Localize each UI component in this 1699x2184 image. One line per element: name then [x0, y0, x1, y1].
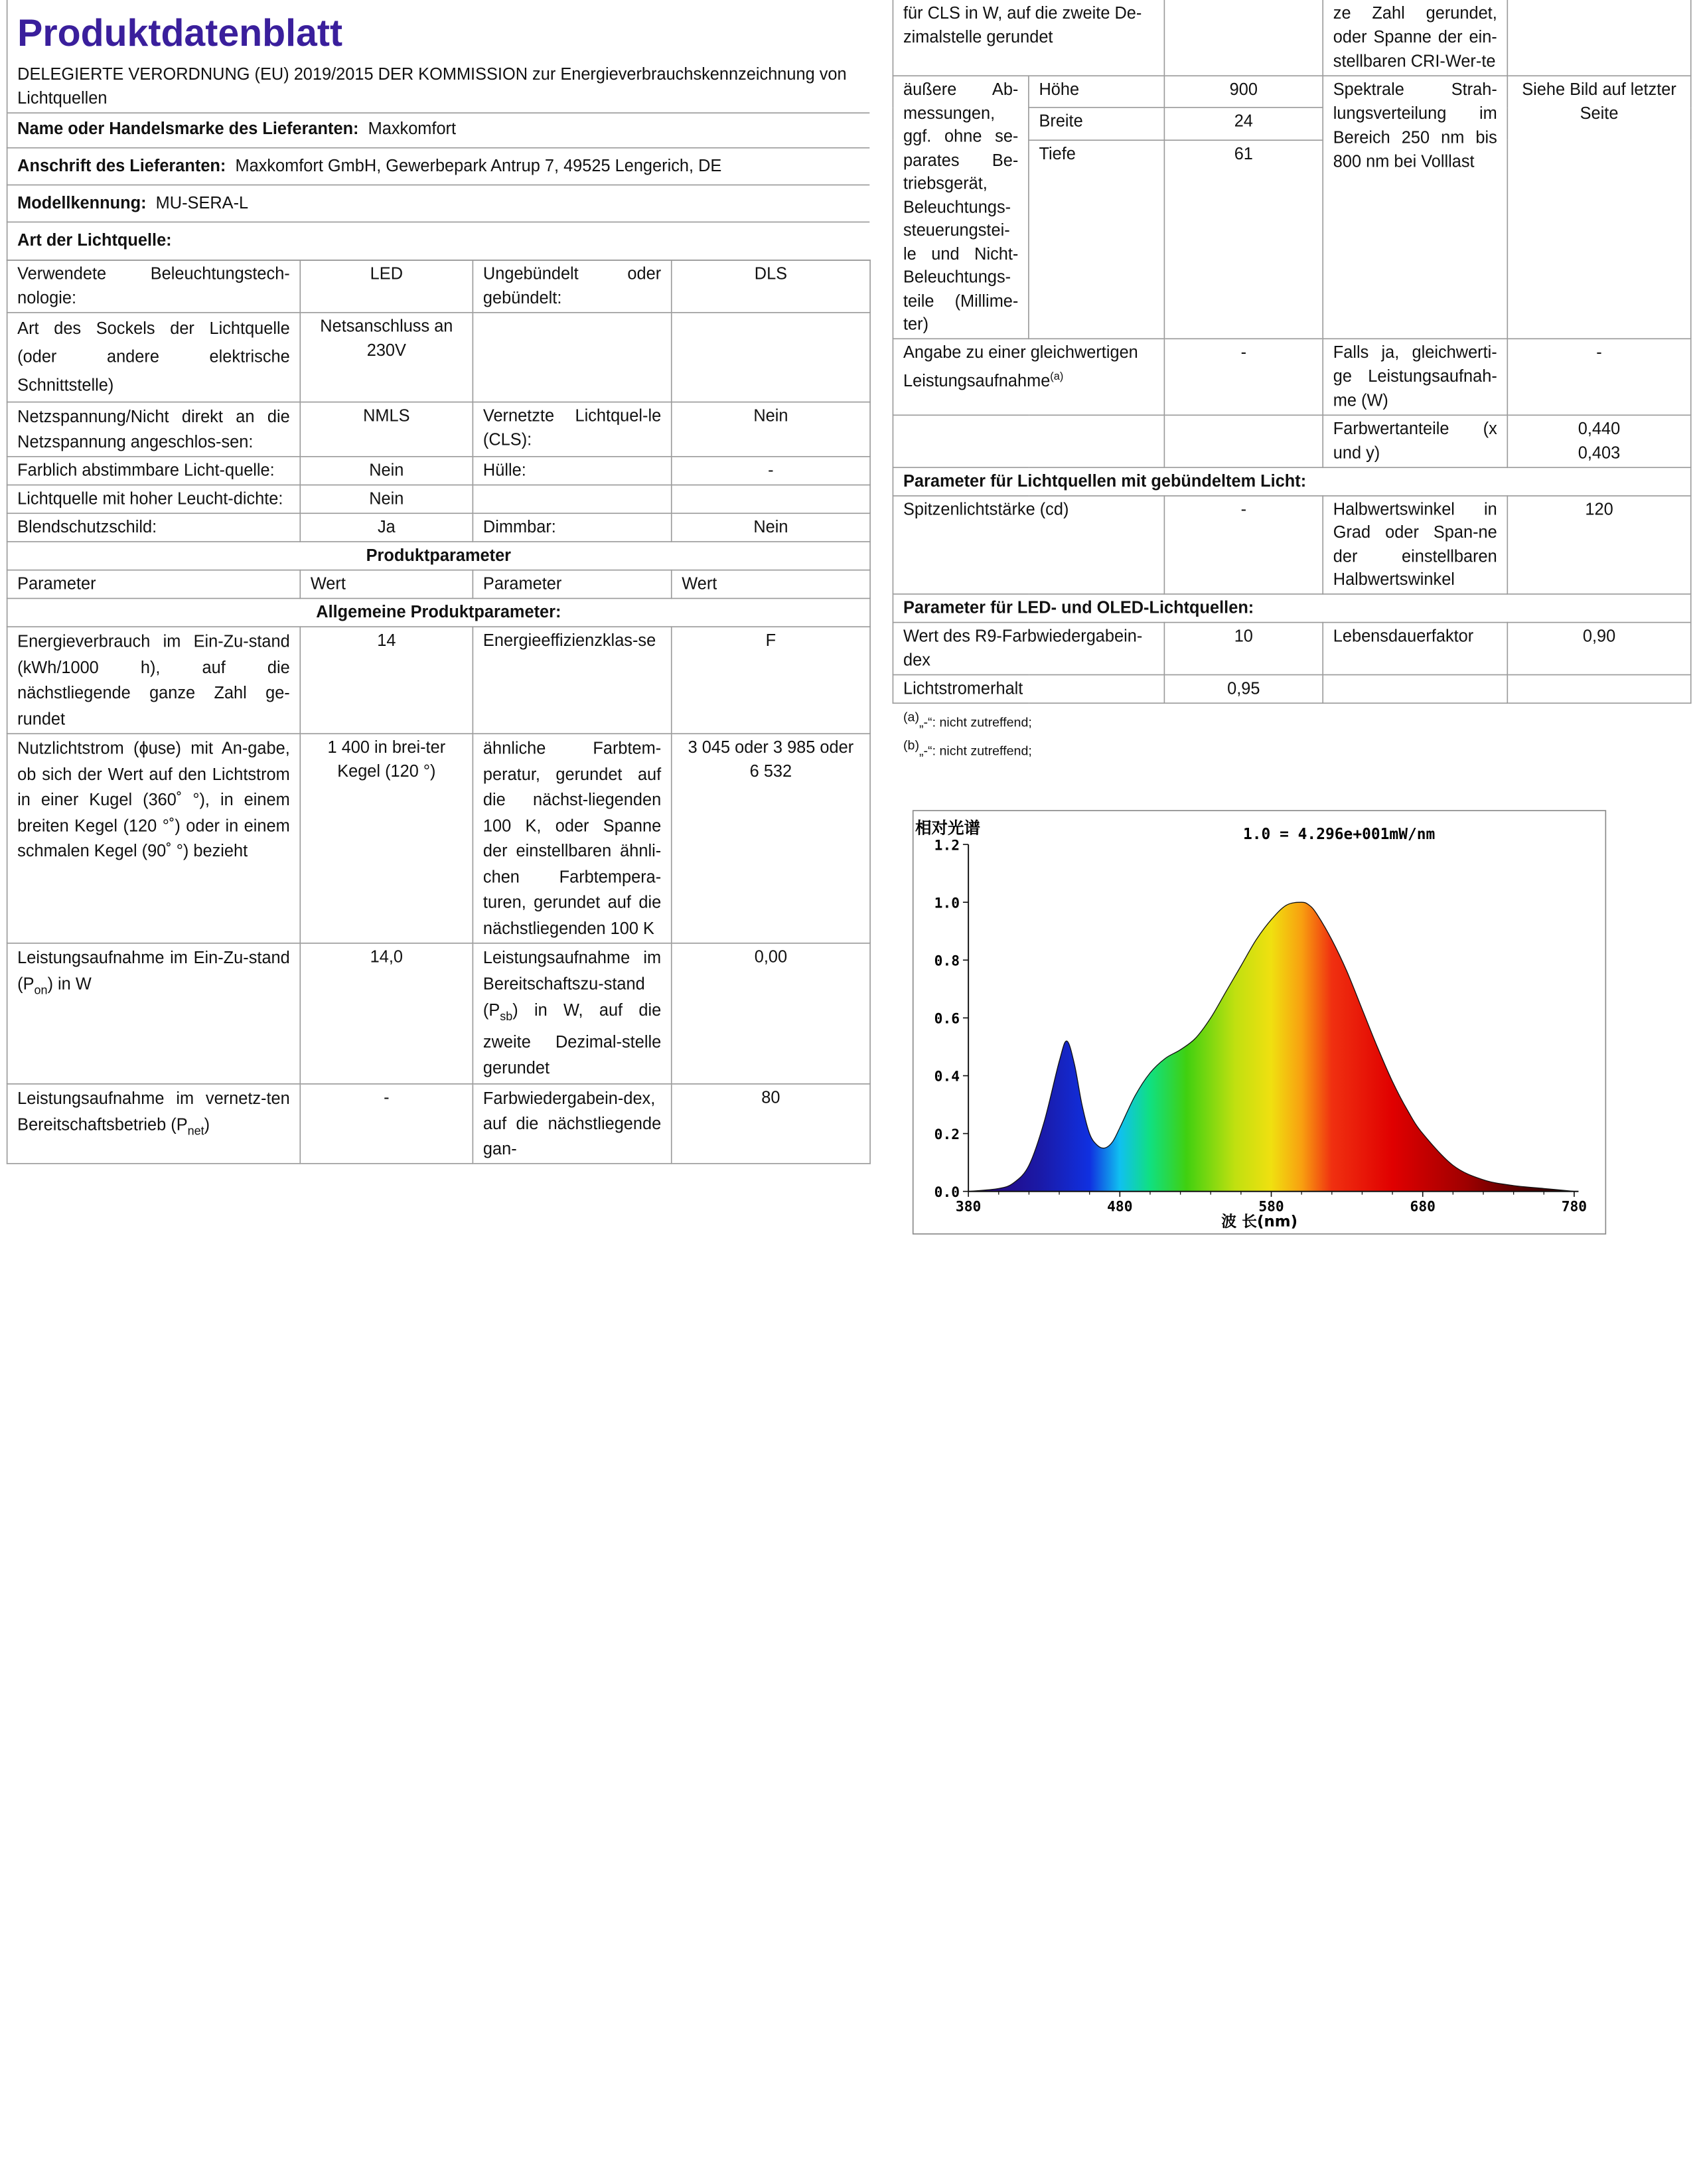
peak-intensity-value: -: [1164, 495, 1323, 593]
x-tick-label: 580: [1258, 1198, 1284, 1215]
empty-cell: [893, 415, 1164, 467]
flux-label: Nutzlichtstrom (ϕuse) mit An-gabe, ob sich der Wert auf den Lichtstrom in einer Kugel (360˚ °), in einem breiten Kegel (120 °˚) oder in einem schmalen Kegel (90˚ °) bezieht: [7, 734, 301, 943]
col-header-param2: Parameter: [473, 570, 671, 599]
shield-value: Ja: [300, 513, 473, 542]
cls-label: Vernetzte Lichtquel-le (CLS):: [473, 402, 671, 457]
pnet-continued: für CLS in W, auf die zweite De-zimalstelle gerundet: [893, 0, 1164, 76]
focus-value: DLS: [672, 260, 870, 313]
cls-value: Nein: [672, 402, 870, 457]
led-params-heading: Parameter für LED- und OLED-Lichtquellen:: [893, 593, 1690, 622]
r9-value: 10: [1164, 622, 1323, 674]
general-params-heading: Allgemeine Produktparameter:: [7, 598, 870, 627]
supplier-table: [7, 0, 869, 261]
product-params-heading: Produktparameter: [7, 542, 870, 570]
empty-cell: [672, 313, 870, 402]
pon-value: 14,0: [300, 943, 473, 1084]
empty-cell: [473, 485, 671, 514]
cri-value: 80: [672, 1084, 870, 1164]
y-tick-label: 1.2: [934, 837, 960, 854]
survival-label: Lebensdauerfaktor: [1323, 622, 1507, 674]
maintenance-value: 0,95: [1164, 674, 1323, 703]
cct-label: ähnliche Farbtem-peratur, gerundet auf die nächst-liegenden 100 K, oder Spanne der einstellbaren ähnli-chen Farbtempera-turen, gerundet auf die nächstliegenden 100 K: [473, 734, 671, 943]
depth-value: 61: [1164, 139, 1323, 338]
tunable-label: Farblich abstimmbare Licht-quelle:: [7, 457, 301, 485]
supplier-address-value: Maxkomfort GmbH, Gewerbepark Antrup 7, 49525 Lengerich, DE: [235, 157, 722, 176]
width-value: 24: [1164, 108, 1323, 139]
dimensions-label: äußere Ab-messungen, ggf. ohne se-parates Be-triebsgerät, Beleuchtungs-steuerungstei-le und Nicht-Beleuchtungs-teile (Millime-ter): [893, 76, 1028, 338]
chart-title: 1.0 = 4.296e+001mW/nm: [1242, 825, 1436, 843]
energy-class-value: F: [672, 627, 870, 734]
regulation-text: DELEGIERTE VERORDNUNG (EU) 2019/2015 DER KOMMISSION zur Energieverbrauchskennzeichnung von Lichtquellen: [17, 65, 847, 108]
focus-label: Ungebündelt oder gebündelt:: [473, 260, 671, 313]
empty-cell: [1164, 415, 1323, 467]
flux-value: 1 400 in brei-ter Kegel (120 °): [300, 734, 473, 943]
left-column: [7, 0, 869, 1164]
y-tick-label: 0.8: [934, 953, 960, 970]
y-axis-title: 相对光谱: [915, 818, 981, 838]
model-label: Modellkennung:: [17, 194, 147, 213]
r9-label: Wert des R9-Farbwiedergabein-dex: [893, 622, 1164, 674]
x-tick-label: 680: [1410, 1198, 1436, 1215]
pnet-label: Leistungsaufnahme im vernetz-ten Bereitschaftsbetrieb $(P_{net})$: [7, 1084, 301, 1164]
energy-class-label: Energieeffizienzklas-se: [473, 627, 671, 734]
envelope-value: -: [672, 457, 870, 485]
right-params-table: [893, 0, 1692, 703]
high-luminance-value: Nein: [300, 485, 473, 514]
cct-value: 3 045 oder 3 985 oder 6 532: [672, 734, 870, 943]
right-column: [893, 0, 1690, 764]
chromaticity-label: Farbwertanteile (x und y): [1323, 415, 1507, 467]
dimmable-value: Nein: [672, 513, 870, 542]
y-tick-label: 1.0: [934, 895, 960, 912]
depth-label: Tiefe: [1029, 139, 1164, 338]
lightsource-type-heading: Art der Lichtquelle:: [7, 222, 870, 260]
empty-cell: [1164, 0, 1323, 76]
y-tick-label: 0.4: [934, 1068, 960, 1085]
x-axis-title: 波 长(nm): [1221, 1213, 1298, 1231]
cri-label: Farbwiedergabein-dex, auf die nächstliegende gan-: [473, 1084, 671, 1164]
chromaticity-value: 0,440 0,403: [1507, 415, 1690, 467]
tech-label: Verwendete Beleuchtungstech-nologie:: [7, 260, 301, 313]
params-table: [7, 260, 871, 1164]
supplier-name-label: Name oder Handelsmarke des Lieferanten:: [17, 119, 359, 139]
dls-params-heading: Parameter für Lichtquellen mit gebündeltem Licht:: [893, 467, 1690, 495]
envelope-label: Hülle:: [473, 457, 671, 485]
supplier-address-label: Anschrift des Lieferanten:: [17, 157, 226, 176]
pon-label: Leistungsaufnahme im Ein-Zu-stand $(P_{on})$ in W: [7, 943, 301, 1084]
width-label: Breite: [1029, 108, 1164, 139]
model-value: MU-SERA-L: [155, 194, 249, 213]
col-header-value2: Wert: [672, 570, 870, 599]
cap-value: Netsanschluss an 230V: [300, 313, 473, 402]
empty-cell: [473, 313, 671, 402]
y-tick-label: 0.2: [934, 1126, 960, 1143]
cap-label: Art des Sockels der Lichtquelle (oder andere elektrische Schnittstelle): [7, 313, 301, 402]
page-title: Produktdatenblatt: [17, 12, 343, 55]
cri-continued: ze Zahl gerundet, oder Spanne der ein-stellbaren CRI-Wer-te: [1323, 0, 1507, 76]
col-header-param: Parameter: [7, 570, 301, 599]
psb-value: 0,00: [672, 943, 870, 1084]
dimmable-label: Dimmbar:: [473, 513, 671, 542]
empty-cell: [1507, 674, 1690, 703]
equiv-watt-value: -: [1507, 338, 1690, 414]
peak-intensity-label: Spitzenlichtstärke (cd): [893, 495, 1164, 593]
y-tick-label: 0.0: [934, 1184, 960, 1201]
equiv-power-value: -: [1164, 338, 1323, 414]
energy-label: Energieverbrauch im Ein-Zu-stand (kWh/1000 h), auf die nächstliegende ganze Zahl ge-rundet: [7, 627, 301, 734]
tech-value: LED: [300, 260, 473, 313]
spd-label: Spektrale Strah-lungsverteilung im Bereich 250 nm bis 800 nm bei Volllast: [1323, 76, 1507, 338]
equiv-watt-label: Falls ja, gleichwerti-ge Leistungsaufnah-me (W): [1323, 338, 1507, 414]
energy-value: 14: [300, 627, 473, 734]
high-luminance-label: Lichtquelle mit hoher Leucht-dichte:: [7, 485, 301, 514]
empty-cell: [1507, 0, 1690, 76]
footnote-b: $^{(b)}$„-“: nicht zutreffend;: [903, 737, 1032, 758]
spectrum-chart: [912, 809, 1607, 1235]
beam-angle-value: 120: [1507, 495, 1690, 593]
empty-cell: [672, 485, 870, 514]
mains-label: Netzspannung/Nicht direkt an die Netzspannung angeschlos-sen:: [7, 402, 301, 457]
tunable-value: Nein: [300, 457, 473, 485]
mains-value: NMLS: [300, 402, 473, 457]
survival-value: 0,90: [1507, 622, 1690, 674]
equiv-power-label: Angabe zu einer gleichwertigen Leistungsaufnahme$^{(a)}$: [893, 338, 1164, 414]
footnotes: [893, 703, 1690, 764]
psb-label: Leistungsaufnahme im Bereitschaftszu-stand $(P_{sb})$ in W, auf die zweite Dezimal-stelle gerundet: [473, 943, 671, 1084]
col-header-value: Wert: [300, 570, 473, 599]
shield-label: Blendschutzschild:: [7, 513, 301, 542]
y-tick-label: 0.6: [934, 1010, 960, 1028]
footnote-a: $^{(a)}$„-“: nicht zutreffend;: [903, 708, 1032, 730]
x-tick-label: 480: [1107, 1198, 1133, 1215]
empty-cell: [1323, 674, 1507, 703]
maintenance-label: Lichtstromerhalt: [893, 674, 1164, 703]
height-value: 900: [1164, 76, 1323, 108]
supplier-name-value: Maxkomfort: [368, 119, 457, 139]
pnet-value: -: [300, 1084, 473, 1164]
spd-value: Siehe Bild auf letzter Seite: [1507, 76, 1690, 338]
x-tick-label: 380: [955, 1198, 982, 1215]
beam-angle-label: Halbwertswinkel in Grad oder Span-ne der einstellbaren Halbwertswinkel: [1323, 495, 1507, 593]
height-label: Höhe: [1029, 76, 1164, 108]
x-tick-label: 780: [1561, 1198, 1588, 1215]
